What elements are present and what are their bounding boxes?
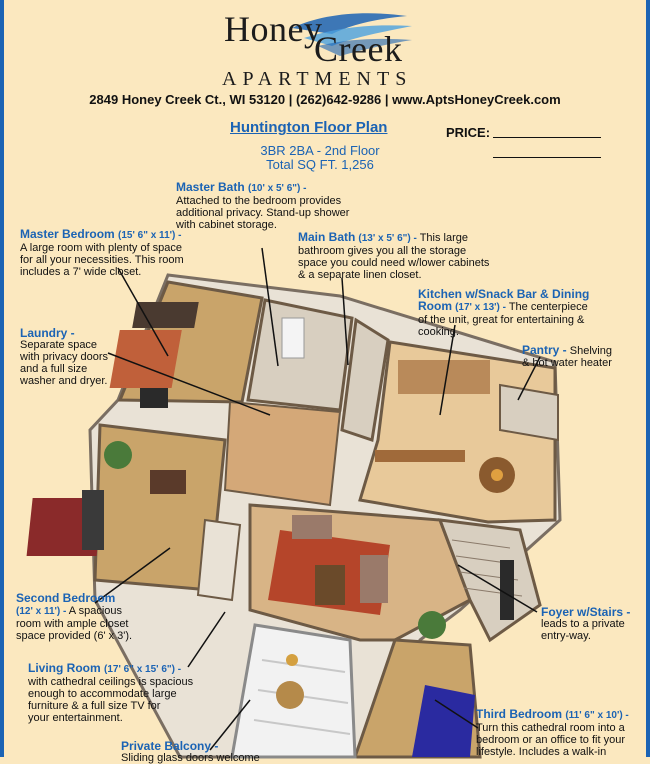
callout-laundry <box>20 327 108 387</box>
plan-square-footage: Total SQ FT. 1,256 <box>266 157 374 172</box>
callout-title: Living Room (17' 6" x 15' 6") - <box>28 661 182 675</box>
callout-title: Master Bedroom (15' 6" x 11') - <box>20 227 182 241</box>
callout-text: lifestyle. Includes a walk-in <box>476 746 607 758</box>
callout-text: cooking. <box>418 326 459 338</box>
callout-title: Master Bath (10' x 5' 6") - <box>176 180 307 194</box>
callout-text: entry-way. <box>541 630 591 642</box>
callout-kitchen <box>418 288 589 338</box>
callout-text: & hot water heater <box>522 357 612 369</box>
plan-subtitle: 3BR 2BA - 2nd Floor <box>260 143 380 158</box>
callout-text: bedroom or an office to fit your <box>476 734 625 746</box>
callout-text: enough to accommodate large <box>28 688 177 700</box>
callout-title-line: Pantry - Shelving <box>522 343 612 357</box>
plan-title: Huntington Floor Plan <box>230 119 388 136</box>
callout-text: Attached to the bedroom provides <box>176 195 342 207</box>
callout-text: for all your necessities. This room <box>20 254 184 266</box>
logo-word-honey: Honey <box>224 9 323 49</box>
callout-text: additional privacy. Stand-up shower <box>176 207 350 219</box>
callout-title: Kitchen w/Snack Bar & Dining <box>418 287 590 301</box>
callout-text: with cabinet storage. <box>176 219 277 231</box>
callout-title: Laundry - <box>20 326 75 340</box>
callout-title: Private Balcony - <box>121 739 219 753</box>
callout-text: room with ample closet <box>16 618 129 630</box>
callout-text: space you could need w/lower cabinets <box>298 257 490 269</box>
callout-main-bath <box>298 231 489 281</box>
callout-text: washer and dryer. <box>20 375 108 387</box>
callout-text: leads to a private <box>541 618 625 630</box>
callout-text: includes a 7' wide closet. <box>20 266 142 278</box>
callout-text: furniture & a full size TV for <box>28 700 161 712</box>
callout-title: Third Bedroom (11' 6" x 10') - <box>476 707 629 721</box>
callout-text: your entertainment. <box>28 712 123 724</box>
callout-title-line: Main Bath (13' x 5' 6") - This large <box>298 230 468 244</box>
logo-word-creek: Creek <box>314 29 403 69</box>
callout-text: & a separate linen closet. <box>298 269 422 281</box>
callout-text: of the unit, great for entertaining & <box>418 314 585 326</box>
callout-living-room <box>28 662 193 724</box>
callout-text: with cathedral ceilings is spacious <box>28 676 194 688</box>
logo-word-apartments: APARTMENTS <box>222 68 413 90</box>
callout-title: Foyer w/Stairs - <box>541 605 631 619</box>
callout-text: and a full size <box>20 363 88 375</box>
callout-master-bedroom <box>20 228 184 278</box>
callout-third-bedroom <box>476 708 629 758</box>
callout-text: Sliding glass doors welcome <box>121 752 260 764</box>
callout-pantry <box>522 344 612 369</box>
callout-title-line: (12' x 11') - A spacious <box>16 605 122 617</box>
callout-foyer <box>541 606 630 642</box>
callout-master-bath <box>176 181 349 231</box>
callout-text: Turn this cathedral room into a <box>476 722 625 734</box>
callout-text: A large room with plenty of space <box>20 242 183 254</box>
callout-private-balcony <box>121 740 260 764</box>
contact-address: 2849 Honey Creek Ct., WI 53120 | (262)642-9286 | www.AptsHoneyCreek.com <box>89 92 561 107</box>
callout-text: with privacy doors <box>20 351 109 363</box>
price-label: PRICE: <box>446 125 491 140</box>
callout-second-bedroom <box>16 592 132 642</box>
callout-text: Separate space <box>20 339 98 351</box>
callout-title: Second Bedroom <box>16 591 116 605</box>
callout-title-line: Room (17' x 13') - The centerpiece <box>418 299 588 313</box>
callout-text: space provided (6' x 3'). <box>16 630 133 642</box>
callout-text: bathroom gives you all the storage <box>298 245 467 257</box>
